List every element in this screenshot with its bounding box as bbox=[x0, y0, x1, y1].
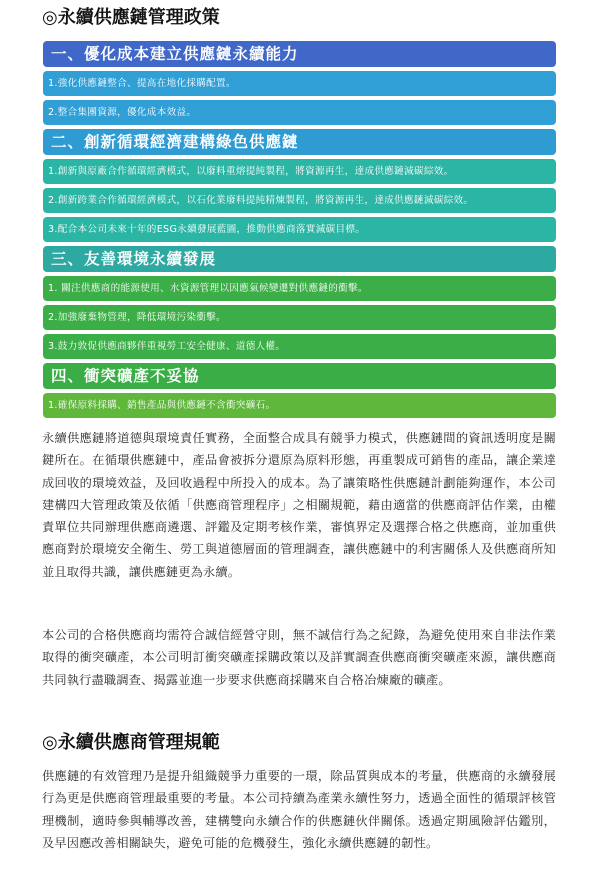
body-paragraph: 本公司的合格供應商均需符合誠信經營守則，無不誠信行為之紀錄，為避免使用來自非法作業取得的衝突礦產，本公司明訂衝突礦產採購政策以及詳實調查供應商衝突礦產來源，讓供應商共同執行盡職調查、揭露並進一步要求供應商採購來自合格冶煉廠的礦產。 bbox=[42, 628, 556, 687]
body-paragraph: 供應鏈的有效管理乃是提升組織競爭力重要的一環，除品質與成本的考量，供應商的永續發展行為更是供應商管理最重要的考量。本公司持續為產業永續性努力，透過全面性的循環評核管理機制，適時參與輔導改善，建構雙向永續合作的供應鏈伙伴關係。透過定期風險評估鑑別，及早因應改善相關缺失，避免可能的危機發生，強化永續供應鏈的韌性。 bbox=[42, 769, 556, 850]
policy-item: 2.加強廢棄物管理，降低環境污染衝擊。 bbox=[43, 305, 556, 330]
policy-chart bbox=[43, 41, 556, 422]
group-heading: 一、優化成本建立供應鏈永續能力 bbox=[43, 41, 556, 67]
policy-item: 2.整合集團資源，優化成本效益。 bbox=[43, 100, 556, 125]
policy-group-1 bbox=[43, 41, 556, 125]
body-paragraph: 永續供應鏈將道德與環境責任實務，全面整合成具有競爭力模式，供應鏈間的資訊透明度是關鍵所在。在循環供應鏈中，產品會被拆分還原為原料形態，再重製成可銷售的產品，讓企業達成回收的環境效益，及回收過程中所投入的成本。為了讓策略性供應鏈計劃能夠運作，本公司建構四大管理政策及依循「供應商管理程序」之相關規範，藉由適當的供應商評估作業，由權責單位共同辦理供應商遴選、評鑑及定期考核作業，審慎界定及選擇合格之供應商，並加重供應商對於環境安全衛生、勞工與道德層面的管理調查，讓供應鏈中的利害關係人及供應商所知並且取得共識，讓供應鏈更為永續。 bbox=[42, 431, 556, 579]
policy-section-title: ◎永續供應鏈管理政策 bbox=[42, 7, 220, 28]
policy-group-2 bbox=[43, 129, 556, 242]
policy-item: 1.確保原料採購、銷售產品與供應鏈不含衝突礦石。 bbox=[43, 393, 556, 418]
policy-group-4 bbox=[43, 363, 556, 418]
supplier-section-title: ◎永續供應商管理規範 bbox=[42, 732, 220, 753]
policy-item: 3.配合本公司未來十年的ESG永續發展藍圖，推動供應商落實減碳目標。 bbox=[43, 217, 556, 242]
group-heading: 二、創新循環經濟建構綠色供應鏈 bbox=[43, 129, 556, 155]
group-heading: 四、衝突礦產不妥協 bbox=[43, 363, 556, 389]
policy-item: 1.強化供應鏈整合、提高在地化採購配置。 bbox=[43, 71, 556, 96]
policy-item: 1. 關注供應商的能源使用、水資源管理以因應氣候變遷對供應鏈的衝擊。 bbox=[43, 276, 556, 301]
group-heading: 三、友善環境永續發展 bbox=[43, 246, 556, 272]
policy-item: 2.創新跨業合作循環經濟模式，以石化業廢料提純精煉製程，將資源再生，達成供應鏈減碳綜效。 bbox=[43, 188, 556, 213]
policy-item: 3.鼓力敦促供應商夥伴重視勞工安全健康、道德人權。 bbox=[43, 334, 556, 359]
policy-group-3 bbox=[43, 246, 556, 359]
policy-item: 1.創新與原廠合作循環經濟模式，以廢料重熔提純製程，將資源再生，達成供應鏈減碳綜效。 bbox=[43, 159, 556, 184]
